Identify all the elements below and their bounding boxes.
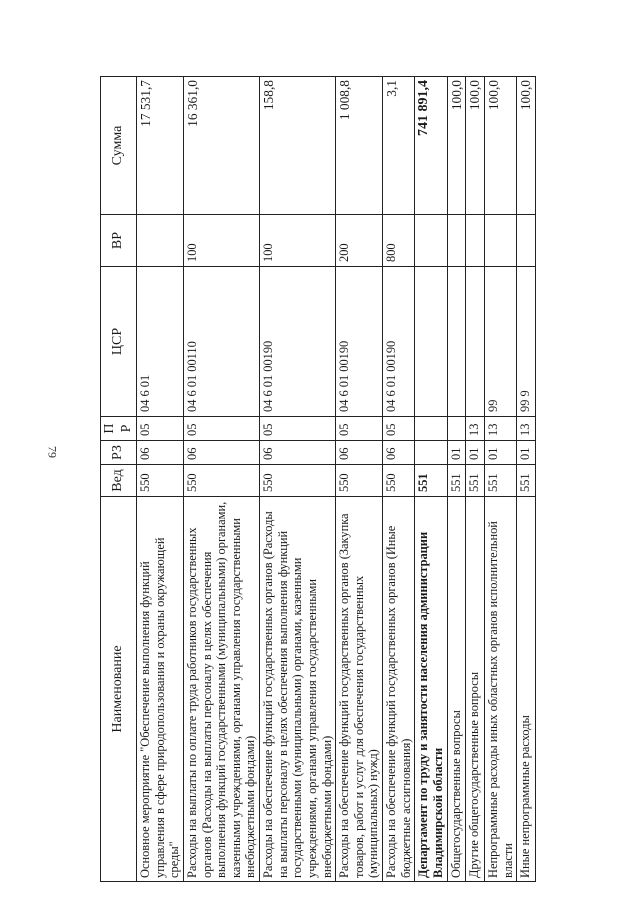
cell-ved: 551	[485, 465, 517, 497]
cell-rz: 01	[447, 441, 466, 465]
table-row	[336, 77, 383, 882]
cell-ved: 550	[260, 465, 336, 497]
table-row	[466, 77, 485, 882]
cell-pr	[415, 417, 447, 441]
cell-vr	[137, 215, 184, 267]
cell-name: Основное мероприятие "Обеспечение выполнения функций управления в сфере природопользования и охраны окружающей среды"	[137, 497, 184, 882]
cell-rz	[415, 441, 447, 465]
cell-rz: 01	[485, 441, 517, 465]
cell-ved: 551	[415, 465, 447, 497]
cell-name: Непрограммные расходы иных областных органов исполнительной власти	[485, 497, 517, 882]
cell-vr	[485, 215, 517, 267]
cell-vr: 200	[336, 215, 383, 267]
cell-rz: 06	[336, 441, 383, 465]
cell-pr	[447, 417, 466, 441]
cell-rz: 01	[517, 441, 536, 465]
cell-name: Расходы на обеспечение функций государственных органов (Закупка товаров, работ и услуг для обеспечения государственных (муниципальных) нужд)	[336, 497, 383, 882]
cell-sum: 100,0	[517, 77, 536, 215]
cell-pr: 05	[383, 417, 415, 441]
cell-csr: 99 9	[517, 267, 536, 417]
cell-csr: 04 6 01	[137, 267, 184, 417]
cell-ved: 551	[447, 465, 466, 497]
cell-ved: 551	[466, 465, 485, 497]
cell-csr: 99	[485, 267, 517, 417]
cell-csr: 04 6 01 00110	[183, 267, 259, 417]
cell-vr	[415, 215, 447, 267]
cell-name: Иные непрограммные расходы	[517, 497, 536, 882]
table-body	[137, 77, 536, 882]
header-pr: ПР	[101, 417, 137, 441]
cell-csr	[447, 267, 466, 417]
cell-vr	[466, 215, 485, 267]
cell-vr: 100	[260, 215, 336, 267]
cell-csr	[466, 267, 485, 417]
cell-sum: 16 361,0	[183, 77, 259, 215]
cell-vr: 800	[383, 215, 415, 267]
header-name: Наименование	[101, 497, 137, 882]
header-ved: Вед	[101, 465, 137, 497]
cell-csr: 04 6 01 00190	[336, 267, 383, 417]
cell-sum: 3,1	[383, 77, 415, 215]
cell-pr: 13	[517, 417, 536, 441]
table-row	[485, 77, 517, 882]
cell-ved: 550	[383, 465, 415, 497]
header-csr: ЦСР	[101, 267, 137, 417]
cell-pr: 13	[485, 417, 517, 441]
cell-sum: 100,0	[485, 77, 517, 215]
cell-sum: 17 531,7	[137, 77, 184, 215]
table-row	[260, 77, 336, 882]
cell-ved: 550	[336, 465, 383, 497]
cell-name: Департамент по труду и занятости населения администрации Владимирской области	[415, 497, 447, 882]
cell-vr	[447, 215, 466, 267]
cell-sum: 1 008,8	[336, 77, 383, 215]
cell-name: Общегосударственные вопросы	[447, 497, 466, 882]
header-sum: Сумма	[101, 77, 137, 215]
cell-rz: 06	[137, 441, 184, 465]
cell-name: Расходы на обеспечение функций государственных органов (Иные бюджетные ассигнования)	[383, 497, 415, 882]
cell-rz: 06	[260, 441, 336, 465]
header-rz: РЗ	[101, 441, 137, 465]
cell-csr: 04 6 01 00190	[260, 267, 336, 417]
cell-ved: 550	[137, 465, 184, 497]
cell-pr: 05	[336, 417, 383, 441]
budget-table	[100, 76, 536, 882]
cell-sum: 158,8	[260, 77, 336, 215]
cell-pr: 05	[183, 417, 259, 441]
cell-rz: 06	[383, 441, 415, 465]
table-header-row	[101, 77, 137, 882]
cell-name: Другие общегосударственные вопросы	[466, 497, 485, 882]
cell-rz: 06	[183, 441, 259, 465]
cell-sum: 100,0	[466, 77, 485, 215]
table-row	[415, 77, 447, 882]
cell-sum: 100,0	[447, 77, 466, 215]
cell-csr: 04 6 01 00190	[383, 267, 415, 417]
cell-vr: 100	[183, 215, 259, 267]
table-row	[383, 77, 415, 882]
page-number: 79	[45, 446, 60, 458]
table-row	[517, 77, 536, 882]
cell-pr: 05	[137, 417, 184, 441]
table-row	[183, 77, 259, 882]
cell-name: Расходы на выплаты по оплате труда работников государственных органов (Расходы на выплаты персоналу в целях обеспечения выполнения функций государственными (муниципальными) органами, казенными учреждениями, органами управления государственными внебюджетными фондами)	[183, 497, 259, 882]
cell-csr	[415, 267, 447, 417]
rotated-page	[100, 77, 600, 882]
cell-pr: 13	[466, 417, 485, 441]
cell-name: Расходы на обеспечение функций государственных органов (Расходы на выплаты персоналу в целях обеспечения выполнения функций государственными (муниципальными) органами, казенными учреждениями, органами управления государственными внебюджетными фондами)	[260, 497, 336, 882]
table-row	[447, 77, 466, 882]
cell-ved: 550	[183, 465, 259, 497]
cell-ved: 551	[517, 465, 536, 497]
table-row	[137, 77, 184, 882]
header-vr: ВР	[101, 215, 137, 267]
cell-vr	[517, 215, 536, 267]
cell-sum: 741 891,4	[415, 77, 447, 215]
cell-rz: 01	[466, 441, 485, 465]
cell-pr: 05	[260, 417, 336, 441]
